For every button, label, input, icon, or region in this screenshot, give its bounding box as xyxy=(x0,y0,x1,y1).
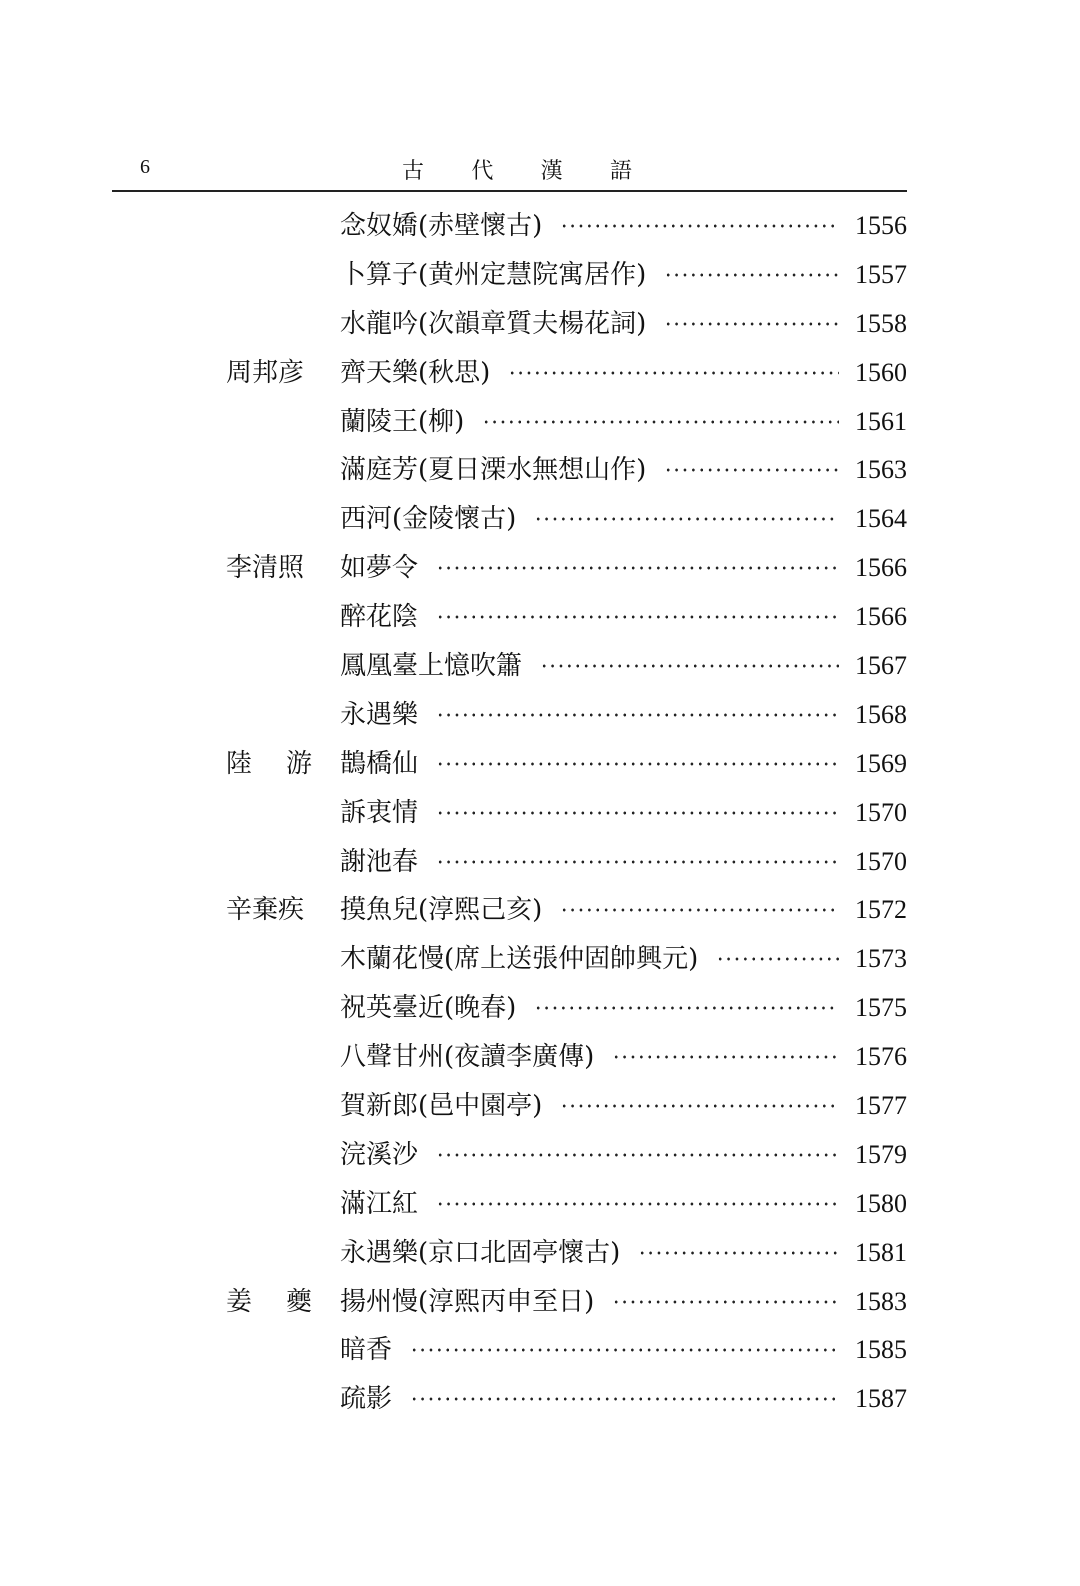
dot-leader xyxy=(560,908,839,912)
poem-title: 卜算子(黄州定慧院寓居作) xyxy=(340,259,647,290)
toc-entry-line xyxy=(340,1033,907,1081)
toc-entry xyxy=(0,1131,1080,1180)
dot-leader xyxy=(436,615,839,619)
author-name-part: 姜 xyxy=(226,1286,253,1317)
poem-title: 摸魚兒(淳熙己亥) xyxy=(340,895,543,926)
page-reference: 1563 xyxy=(855,455,907,485)
page-reference: 1568 xyxy=(855,699,907,729)
toc-entry-line xyxy=(340,495,907,543)
toc-entry xyxy=(0,1229,1080,1278)
page-reference: 1566 xyxy=(855,553,907,583)
dot-leader xyxy=(638,1251,839,1255)
page-reference: 1569 xyxy=(855,748,907,778)
page-reference: 1575 xyxy=(855,993,907,1023)
toc-entry xyxy=(0,398,1080,447)
dot-leader xyxy=(612,1055,839,1059)
toc-entry-line xyxy=(340,642,907,690)
page-reference: 1577 xyxy=(855,1091,907,1121)
dot-leader xyxy=(436,762,839,766)
dot-leader xyxy=(410,1348,839,1352)
toc-entry-line xyxy=(340,446,907,494)
dot-leader xyxy=(664,468,839,472)
toc-entry-line xyxy=(340,740,907,788)
dot-leader xyxy=(540,664,839,668)
poem-title: 蘭陵王(柳) xyxy=(340,406,465,437)
toc-entry xyxy=(0,691,1080,740)
toc-entry xyxy=(0,1180,1080,1229)
toc-entry xyxy=(0,1375,1080,1424)
page-reference: 1581 xyxy=(855,1237,907,1267)
toc-entry-line xyxy=(340,984,907,1032)
toc-entry-line xyxy=(340,398,907,446)
dot-leader xyxy=(534,517,839,521)
dot-leader xyxy=(664,322,839,326)
book-title xyxy=(402,154,632,185)
toc-entry-line xyxy=(340,1131,907,1179)
dot-leader xyxy=(436,566,839,570)
poem-title: 祝英臺近(晚春) xyxy=(340,993,517,1024)
poem-title: 暗香 xyxy=(340,1335,393,1366)
toc-entry-line xyxy=(340,349,907,397)
dot-leader xyxy=(436,860,839,864)
dot-leader xyxy=(436,713,839,717)
page-reference: 1579 xyxy=(855,1139,907,1169)
toc-entry-line xyxy=(340,593,907,641)
toc-entry-line xyxy=(340,789,907,837)
poem-title: 永遇樂(京口北固亭懷古) xyxy=(340,1237,621,1268)
dot-leader xyxy=(436,811,839,815)
poem-title: 滿江紅 xyxy=(340,1188,419,1219)
author-name xyxy=(226,349,312,397)
dot-leader xyxy=(560,224,839,228)
poem-title: 滿庭芳(夏日溧水無想山作) xyxy=(340,455,647,486)
toc-entry xyxy=(0,202,1080,251)
poem-title: 西河(金陵懷古) xyxy=(340,504,517,535)
page-reference: 1570 xyxy=(855,846,907,876)
poem-title: 木蘭花慢(席上送張仲固帥興元) xyxy=(340,944,699,975)
toc-entry xyxy=(0,544,1080,593)
poem-title: 賀新郎(邑中園亭) xyxy=(340,1091,543,1122)
toc-entry xyxy=(0,1033,1080,1082)
dot-leader xyxy=(436,1202,839,1206)
toc-entry xyxy=(0,1326,1080,1375)
page-reference: 1570 xyxy=(855,797,907,827)
book-title-char: 古 xyxy=(402,159,425,184)
page-reference: 1572 xyxy=(855,895,907,925)
poem-title: 謝池春 xyxy=(340,846,419,877)
author-name-part: 辛棄疾 xyxy=(226,895,305,926)
author-name xyxy=(226,1278,312,1326)
author-name-part: 周邦彦 xyxy=(226,357,305,388)
poem-title: 齊天樂(秋思) xyxy=(340,357,491,388)
toc-entry xyxy=(0,1082,1080,1131)
poem-title: 鵲橋仙 xyxy=(340,748,419,779)
toc-entry-line xyxy=(340,1278,907,1326)
poem-title: 八聲甘州(夜讀李廣傳) xyxy=(340,1042,595,1073)
poem-title: 永遇樂 xyxy=(340,699,419,730)
page-reference: 1556 xyxy=(855,211,907,240)
author-name xyxy=(226,886,312,934)
toc-entry-line xyxy=(340,838,907,886)
page-reference: 1567 xyxy=(855,651,907,681)
page-reference: 1560 xyxy=(855,357,907,387)
author-name-part: 游 xyxy=(285,748,312,779)
poem-title: 疏影 xyxy=(340,1384,393,1415)
dot-leader xyxy=(508,371,839,375)
page-number: 6 xyxy=(140,156,150,178)
book-title-char: 語 xyxy=(609,159,632,184)
toc-entry-line xyxy=(340,1180,907,1228)
page-reference: 1585 xyxy=(855,1335,907,1365)
table-of-contents xyxy=(0,202,1080,1424)
toc-entry-line xyxy=(340,251,907,299)
page-reference: 1557 xyxy=(855,259,907,289)
toc-entry-line xyxy=(340,1229,907,1277)
poem-title: 念奴嬌(赤壁懷古) xyxy=(340,211,543,241)
toc-entry xyxy=(0,886,1080,935)
toc-entry xyxy=(0,593,1080,642)
dot-leader xyxy=(612,1300,839,1304)
toc-entry-line xyxy=(340,1082,907,1130)
toc-entry-line xyxy=(340,544,907,592)
toc-entry-line xyxy=(340,300,907,348)
book-title-char: 代 xyxy=(471,159,494,184)
dot-leader xyxy=(482,420,839,424)
poem-title: 揚州慢(淳熙丙申至日) xyxy=(340,1286,595,1317)
poem-title: 如夢令 xyxy=(340,553,419,584)
poem-title: 鳳凰臺上憶吹簫 xyxy=(340,651,523,682)
toc-entry xyxy=(0,300,1080,349)
toc-entry-line xyxy=(340,935,907,983)
toc-entry-line xyxy=(340,202,907,250)
toc-entry xyxy=(0,251,1080,300)
dot-leader xyxy=(560,1104,839,1108)
toc-entry xyxy=(0,642,1080,691)
toc-entry xyxy=(0,1278,1080,1327)
toc-entry xyxy=(0,984,1080,1033)
toc-entry xyxy=(0,740,1080,789)
toc-entry-line xyxy=(340,886,907,934)
poem-title: 浣溪沙 xyxy=(340,1139,419,1170)
toc-entry xyxy=(0,495,1080,544)
toc-entry-line xyxy=(340,691,907,739)
page-reference: 1587 xyxy=(855,1384,907,1414)
dot-leader xyxy=(534,1006,839,1010)
page-reference: 1558 xyxy=(855,308,907,338)
page-reference: 1566 xyxy=(855,602,907,632)
dot-leader xyxy=(664,273,839,277)
toc-entry xyxy=(0,789,1080,838)
page-reference: 1561 xyxy=(855,406,907,436)
dot-leader xyxy=(410,1397,839,1401)
page-reference: 1573 xyxy=(855,944,907,974)
page-reference: 1583 xyxy=(855,1286,907,1316)
toc-entry xyxy=(0,446,1080,495)
author-name-part: 夔 xyxy=(285,1286,312,1317)
author-name-part: 陸 xyxy=(226,748,253,779)
dot-leader xyxy=(436,1153,839,1157)
book-title-char: 漢 xyxy=(540,159,563,184)
toc-entry xyxy=(0,349,1080,398)
toc-entry-line xyxy=(340,1375,907,1423)
poem-title: 訴衷情 xyxy=(340,797,419,828)
poem-title: 水龍吟(次韻章質夫楊花詞) xyxy=(340,308,647,339)
running-header xyxy=(112,150,907,192)
author-name xyxy=(226,740,312,788)
toc-entry xyxy=(0,838,1080,887)
page-reference: 1576 xyxy=(855,1042,907,1072)
page-reference: 1580 xyxy=(855,1188,907,1218)
poem-title: 醉花陰 xyxy=(340,602,419,633)
author-name-part: 李清照 xyxy=(226,553,305,584)
page-reference: 1564 xyxy=(855,504,907,534)
author-name xyxy=(226,544,312,592)
toc-entry-line xyxy=(340,1326,907,1374)
dot-leader xyxy=(716,957,839,961)
toc-entry xyxy=(0,935,1080,984)
